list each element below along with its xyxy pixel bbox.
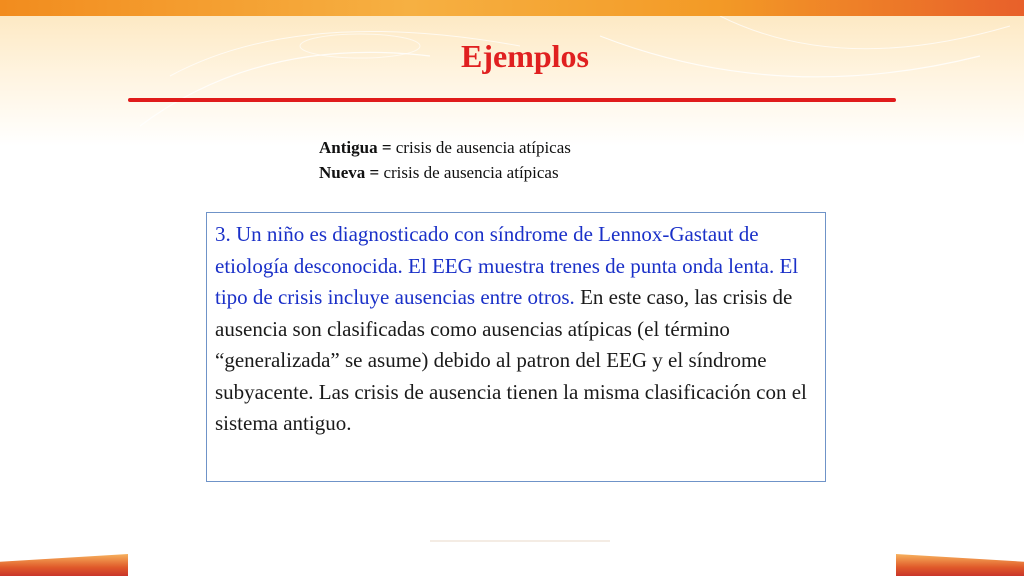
case-text-box bbox=[206, 212, 826, 482]
legend-label-old: Antigua = bbox=[319, 138, 392, 157]
legend-text-old: crisis de ausencia atípicas bbox=[391, 138, 571, 157]
case-text-blue-1: 3. Un niño es diagnosticado con síndrome de Lennox-Gastaut de etiología desconocida bbox=[215, 222, 759, 278]
bottom-right-decoration bbox=[896, 554, 1024, 576]
legend-row-new bbox=[319, 160, 571, 185]
legend bbox=[319, 135, 571, 185]
decorative-curves bbox=[0, 16, 1024, 136]
legend-text-new: crisis de ausencia atípicas bbox=[379, 163, 559, 182]
slide-title: Ejemplos bbox=[461, 38, 589, 74]
case-text bbox=[215, 219, 821, 440]
bottom-faint-line bbox=[430, 540, 610, 542]
title-underline bbox=[128, 98, 896, 102]
bottom-left-decoration bbox=[0, 554, 128, 576]
legend-row-old bbox=[319, 135, 571, 160]
case-text-black: En este caso, las crisis de ausencia son clasificadas como ausencias atípicas (el término “generalizada” se asume) debido al patron del EEG y el síndrome subyacente. Las crisis de ausencia tienen la misma clasificación con el sistema antiguo. bbox=[215, 285, 807, 435]
case-text-blue-2: . El EEG muestra trenes de punta onda lenta. El tipo de crisis incluye ausencias entre otros. bbox=[215, 253, 799, 309]
top-decorative-band bbox=[0, 0, 1024, 16]
legend-label-new: Nueva = bbox=[319, 163, 380, 182]
